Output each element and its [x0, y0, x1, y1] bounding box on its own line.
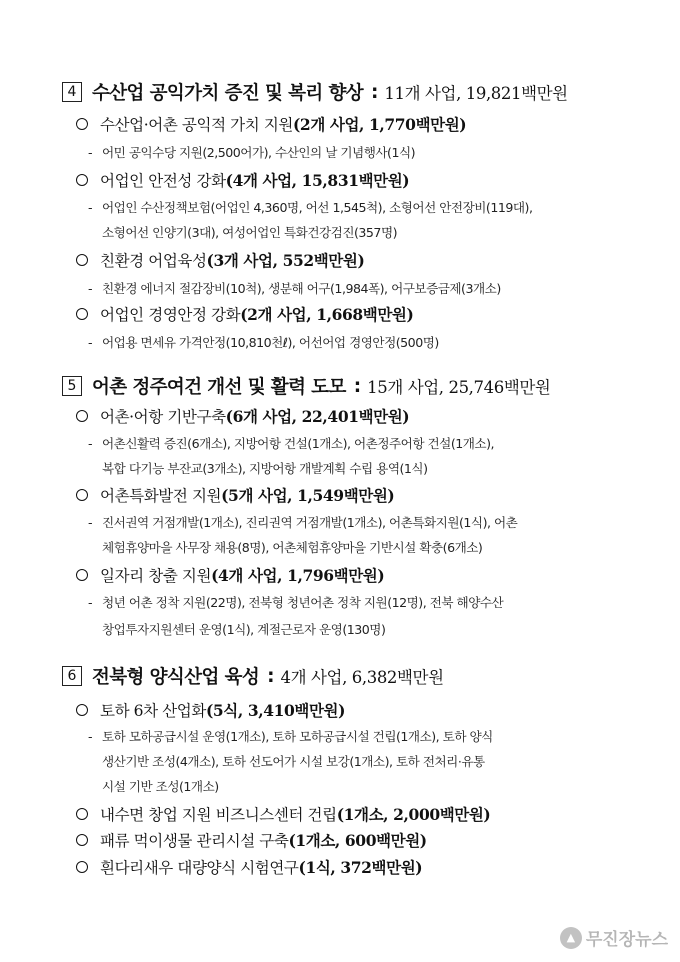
item-name: 토하 6차 산업화	[100, 702, 206, 720]
item-detail: (5개 사업, 1,549백만원)	[221, 486, 395, 505]
sub-item: - 어촌신활력 증진(6개소), 지방어항 건설(1개소), 어촌정주어항 건설(1개소), 복합 다기능 부잔교(3개소), 지방어항 개발계획 수립 용역(1식)	[88, 436, 495, 476]
bullet-circle-icon	[76, 704, 88, 716]
item-name: 어업인 경영안정 강화	[100, 306, 241, 324]
list-item	[76, 112, 466, 136]
sub-item-line: 복합 다기능 부잔교(3개소), 지방어항 개발계획 수립 용역(1식)	[102, 461, 428, 476]
section-title: 수산업 공익가치 증진 및 복리 향상	[92, 83, 363, 104]
watermark-text: 무진장뉴스	[585, 930, 668, 950]
sub-item: - 진서권역 거점개발(1개소), 진리권역 거점개발(1개소), 어촌특화지원(1식), 어촌 체험휴양마을 사무장 채용(8명), 어촌체험휴양마을 기반시설 확충(6개소)	[88, 515, 518, 555]
item-detail: (1개소, 600백만원)	[288, 831, 427, 850]
mountain-logo-icon: ▲	[560, 927, 582, 949]
section-heading	[62, 78, 568, 106]
sub-item-line: 어촌신활력 증진(6개소), 지방어항 건설(1개소), 어촌정주어항 건설(1개소),	[102, 436, 495, 451]
section-colon: :	[371, 81, 379, 103]
item-name: 내수면 창업 지원 비즈니스센터 건립	[100, 806, 337, 824]
bullet-circle-icon	[76, 254, 88, 266]
sub-item-line: 진서권역 거점개발(1개소), 진리권역 거점개발(1개소), 어촌특화지원(1식), 어촌	[102, 515, 518, 530]
bullet-circle-icon	[76, 174, 88, 186]
item-name: 흰다리새우 대량양식 시험연구	[100, 859, 299, 877]
sub-item-line: 토하 모하공급시설 운영(1개소), 토하 모하공급시설 건립(1개소), 토하 양식	[102, 729, 493, 744]
item-detail: (4개 사업, 1,796백만원)	[211, 566, 385, 585]
list-item	[76, 404, 409, 428]
list-item	[76, 248, 364, 272]
sub-item: - 어업용 면세유 가격안정(10,810천ℓ), 어선어업 경영안정(500명)	[88, 335, 439, 350]
item-detail: (2개 사업, 1,668백만원)	[240, 305, 414, 324]
sub-item-line: 생산기반 조성(4개소), 토하 선도어가 시설 보강(1개소), 토하 전처리·유통	[102, 754, 485, 769]
item-detail: (6개 사업, 22,401백만원)	[225, 407, 410, 426]
item-name: 어촌·어항 기반구축	[100, 408, 226, 426]
list-item	[76, 483, 394, 507]
sub-item: - 토하 모하공급시설 운영(1개소), 토하 모하공급시설 건립(1개소), 토하 양식 생산기반 조성(4개소), 토하 선도어가 시설 보강(1개소), 토하 전처리·유통 시설 기반 조성(1개소)	[88, 729, 493, 794]
sub-item-line: 시설 기반 조성(1개소)	[102, 779, 219, 794]
section-number: 5	[62, 376, 82, 396]
sub-item-line: 어민 공익수당 지원(2,500어가), 수산인의 날 기념행사(1식)	[102, 145, 416, 160]
section-summary: 15개 사업, 25,746백만원	[367, 378, 551, 397]
section-summary: 11개 사업, 19,821백만원	[384, 84, 568, 103]
sub-item-line: 창업투자지원센터 운영(1식), 계절근로자 운영(130명)	[102, 622, 386, 637]
sub-item-line: 체험휴양마을 사무장 채용(8명), 어촌체험휴양마을 기반시설 확충(6개소)	[102, 540, 483, 555]
item-name: 친환경 어업육성	[100, 252, 207, 270]
sub-item: - 어민 공익수당 지원(2,500어가), 수산인의 날 기념행사(1식)	[88, 145, 416, 160]
item-name: 수산업·어촌 공익적 가치 지원	[100, 116, 293, 134]
bullet-circle-icon	[76, 308, 88, 320]
sub-item-line: 친환경 에너지 절감장비(10척), 생분해 어구(1,984폭), 어구보증금제(3개소)	[102, 281, 501, 296]
section-colon: :	[353, 375, 362, 397]
item-detail: (2개 사업, 1,770백만원)	[293, 115, 467, 134]
list-item	[76, 698, 345, 722]
bullet-circle-icon	[76, 118, 88, 130]
sub-item: - 청년 어촌 정착 지원(22명), 전북형 청년어촌 정착 지원(12명), 전북 해양수산 창업투자지원센터 운영(1식), 계절근로자 운영(130명)	[88, 595, 504, 637]
list-item	[76, 828, 427, 852]
item-detail: (1식, 372백만원)	[298, 858, 423, 877]
section-number: 6	[62, 666, 82, 686]
item-detail: (1개소, 2,000백만원)	[336, 805, 491, 824]
list-item	[76, 168, 409, 192]
section-summary: 4개 사업, 6,382백만원	[280, 668, 444, 687]
item-name: 어촌특화발전 지원	[100, 487, 222, 505]
list-item	[76, 855, 422, 879]
sub-item: - 친환경 에너지 절감장비(10척), 생분해 어구(1,984폭), 어구보증금제(3개소)	[88, 281, 501, 296]
section-title: 어촌 정주여건 개선 및 활력 도모	[92, 377, 346, 398]
item-name: 패류 먹이생물 관리시설 구축	[100, 832, 289, 850]
bullet-circle-icon	[76, 808, 88, 820]
item-name: 어업인 안전성 강화	[100, 172, 226, 190]
section-heading	[62, 372, 550, 400]
sub-item-line: 소형어선 인양기(3대), 여성어업인 특화건강검진(357명)	[102, 225, 398, 240]
section-number: 4	[62, 82, 82, 102]
sub-item-line: 청년 어촌 정착 지원(22명), 전북형 청년어촌 정착 지원(12명), 전북 해양수산	[102, 595, 504, 610]
item-detail: (5식, 3,410백만원)	[205, 701, 346, 720]
list-item	[76, 302, 413, 326]
section-title: 전북형 양식산업 육성	[92, 667, 260, 688]
list-item	[76, 802, 490, 826]
sub-item-line: 어업인 수산정책보험(어업인 4,360명, 어선 1,545척), 소형어선 안전장비(119대),	[102, 200, 533, 215]
bullet-circle-icon	[76, 861, 88, 873]
watermark	[560, 925, 668, 950]
sub-item: - 어업인 수산정책보험(어업인 4,360명, 어선 1,545척), 소형어선 안전장비(119대), 소형어선 인양기(3대), 여성어업인 특화건강검진(357명)	[88, 200, 533, 240]
sub-item-line: 어업용 면세유 가격안정(10,810천ℓ), 어선어업 경영안정(500명)	[102, 335, 439, 350]
item-name: 일자리 창출 지원	[100, 567, 212, 585]
list-item	[76, 563, 384, 587]
bullet-circle-icon	[76, 834, 88, 846]
bullet-circle-icon	[76, 410, 88, 422]
section-heading	[62, 662, 444, 690]
bullet-circle-icon	[76, 569, 88, 581]
item-detail: (4개 사업, 15,831백만원)	[225, 171, 410, 190]
section-colon: :	[267, 665, 275, 687]
bullet-circle-icon	[76, 489, 88, 501]
item-detail: (3개 사업, 552백만원)	[206, 251, 365, 270]
